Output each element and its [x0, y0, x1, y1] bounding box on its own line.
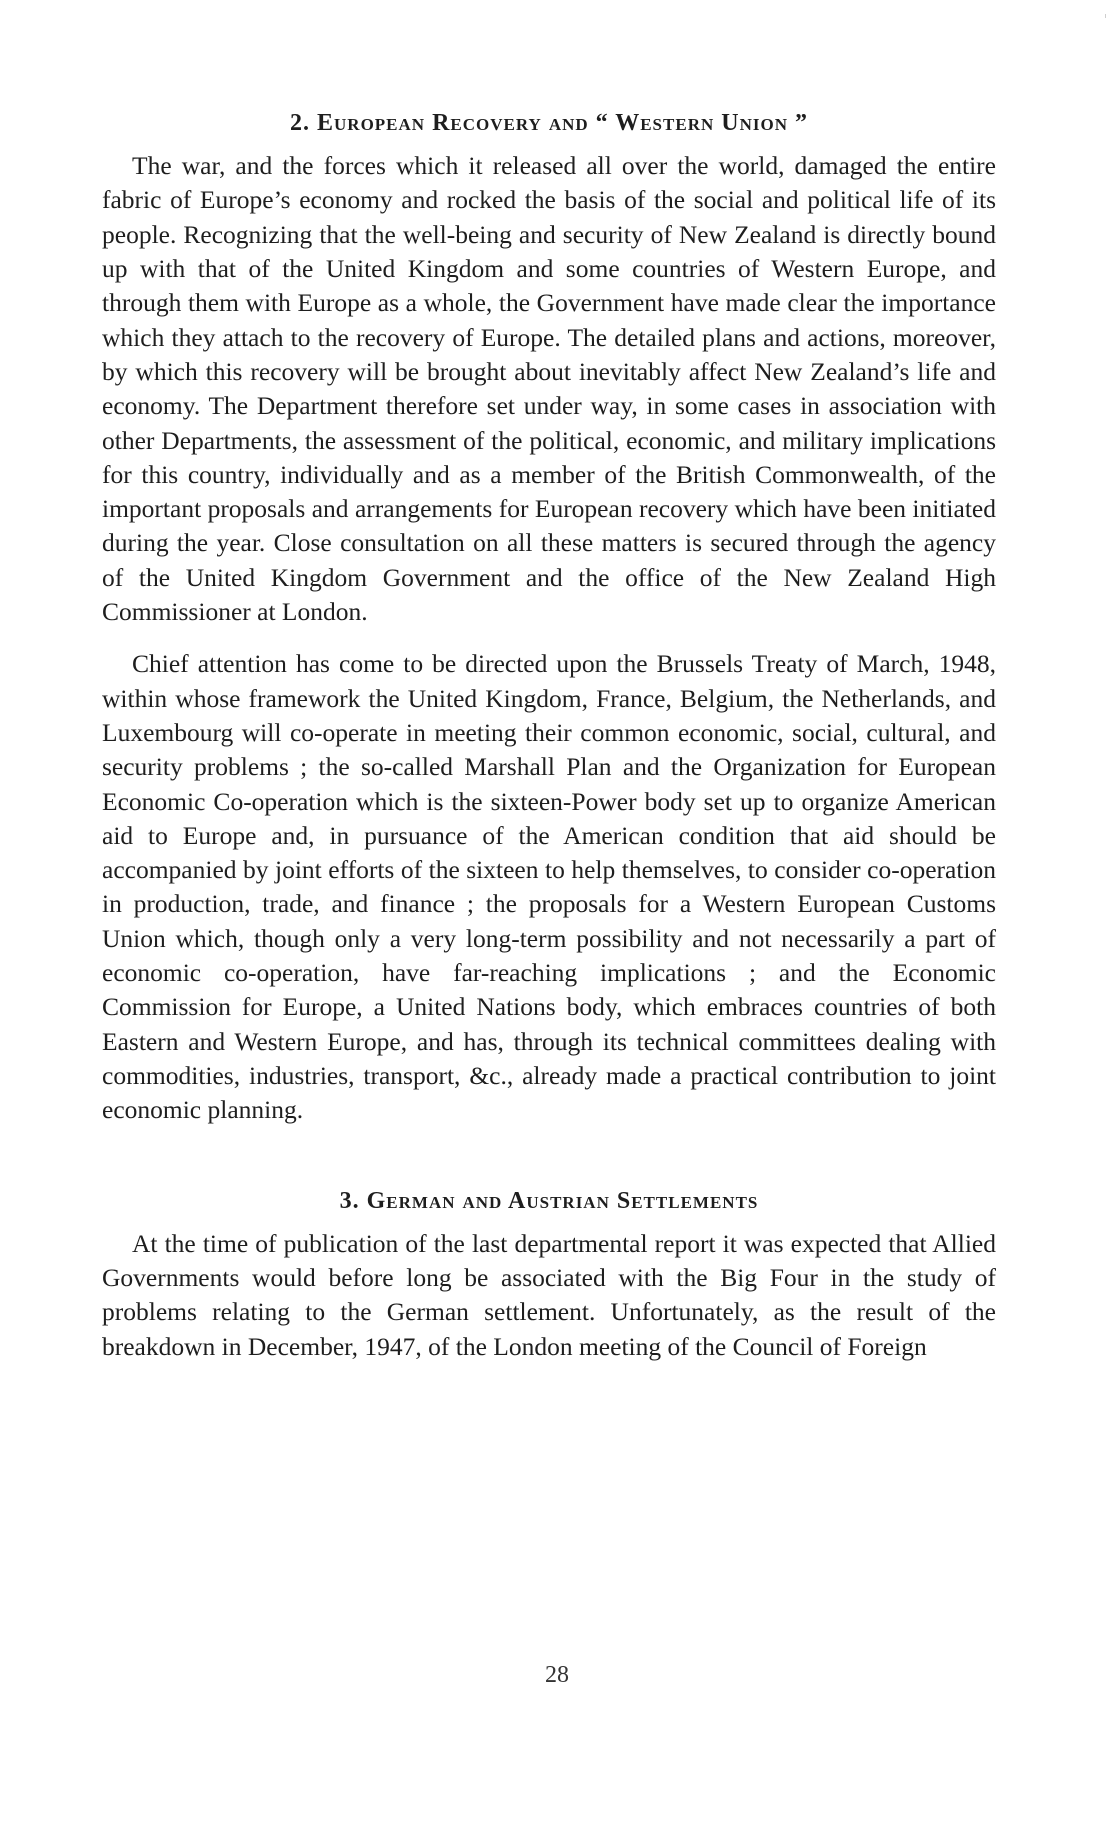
scan-speck: [1105, 14, 1106, 18]
section-2-paragraph-1: The war, and the forces which it released all over the world, damaged the entire fabric of Europe’s economy and rocked the basis of the social and political life of its people. Recognizing that the well-being and security of New Zealand is directly bound up with that of the United Kingdom and some countries of Western Europe, and through them with Europe as a whole, the Government have made clear the importance which they attach to the recovery of Europe. The detailed plans and actions, moreover, by which this recovery will be brought about inevitably affect New Zealand’s life and economy. The Department therefore set under way, in some cases in association with other Departments, the assessment of the political, economic, and military implications for this country, individually and as a member of the British Commonwealth, of the important proposals and arrangements for European recovery which have been initiated during the year. Close consultation on all these matters is secured through the agency of the United Kingdom Government and the office of the New Zealand High Commissioner at London.: [102, 151, 996, 627]
section-2-body: [102, 149, 996, 1127]
section-3-body: [102, 1227, 996, 1364]
section-3-heading: 3. German and Austrian Settlements: [339, 1187, 759, 1214]
document-page: [102, 108, 996, 1364]
section-2-paragraph-2: Chief attention has come to be directed upon the Brussels Treaty of March, 1948, within whose framework the United Kingdom, France, Belgium, the Netherlands, and Luxembourg will co-operate in meeting their common economic, social, cultural, and security problems ; the so-called Marshall Plan and the Organization for European Economic Co-operation which is the sixteen-Power body set up to organize American aid to Europe and, in pursuance of the American condition that aid should be accompanied by joint efforts of the sixteen to help themselves, to consider co-operation in production, trade, and finance ; the proposals for a Western European Customs Union which, though only a very long-term possibility and not necessarily a part of economic co-operation, have far-reaching implications ; and the Economic Commission for Europe, a United Nations body, which embraces countries of both Eastern and Western Europe, and has, through its technical committees dealing with commodities, industries, transport, &c., already made a practical contribution to joint economic planning.: [102, 649, 996, 1125]
page-number: 28: [545, 1662, 569, 1688]
section-2-heading: 2. European Recovery and “ Western Union ”: [290, 110, 808, 136]
section-3-paragraph-1: At the time of publication of the last departmental report it was expected that Allied Governments would before long be associated with the Big Four in the study of problems relating to the German settlement. Unfortunately, as the result of the breakdown in December, 1947, of the London meeting of the Council of Foreign: [102, 1228, 996, 1361]
